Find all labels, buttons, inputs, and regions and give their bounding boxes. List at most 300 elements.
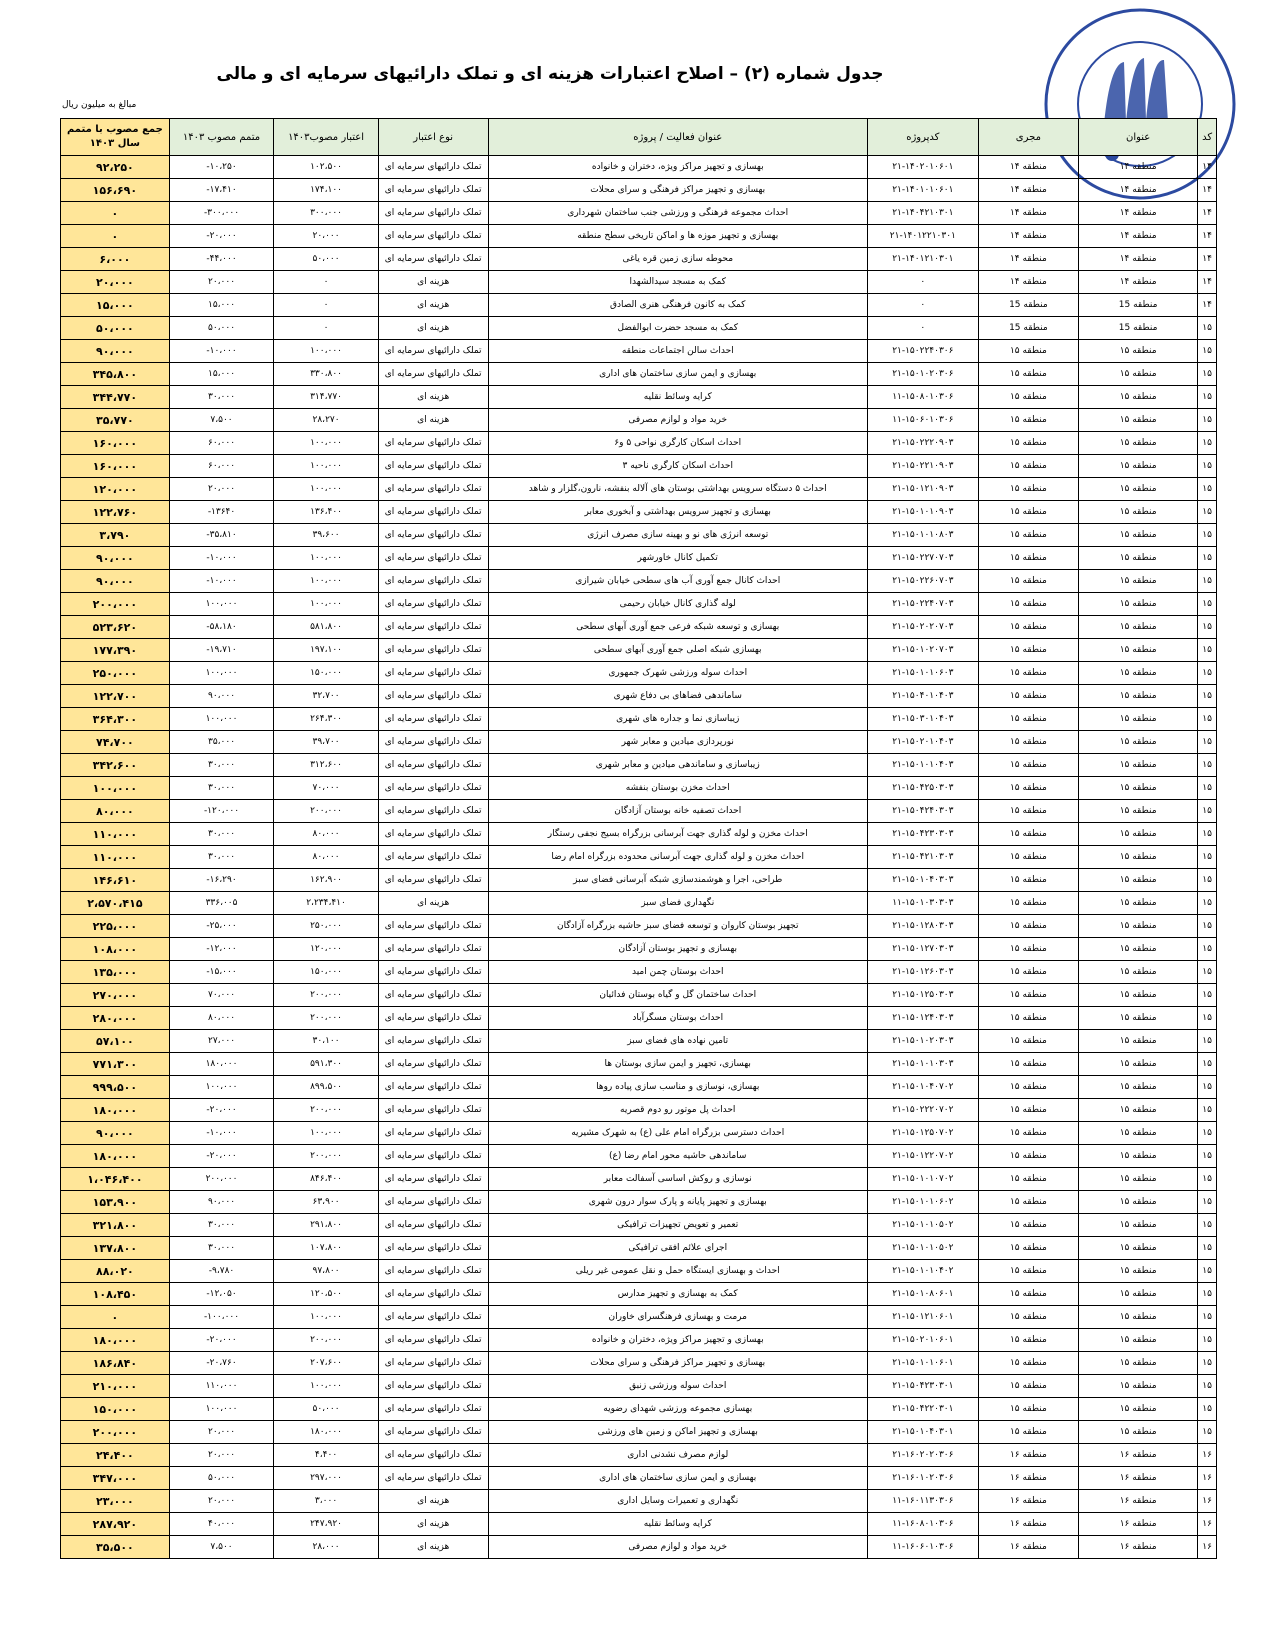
cell-project-code: ۲۱-۱۵۰۱۲۱۰۹۰۳ (867, 478, 978, 501)
cell-approved: ۱۰۰،۰۰۰ (274, 1375, 379, 1398)
cell-credit-type: تملک دارائیهای سرمایه ای (378, 432, 488, 455)
cell-amendment: ۷۰،۰۰۰ (169, 984, 274, 1007)
cell-executor: منطقه ۱۵ (978, 432, 1078, 455)
cell-activity-title: احداث اسکان کارگری نواحی ۵ و۶ (488, 432, 867, 455)
cell-activity-title: احداث مخزن و لوله گذاری جهت آبرسانی بزرگراه بسیج نجفی رستگار (488, 823, 867, 846)
cell-executor: منطقه ۱۵ (978, 1283, 1078, 1306)
cell-code: ۱۵ (1198, 593, 1217, 616)
cell-project-code: ۲۱-۱۵۰۱۰۱۰۷۰۲ (867, 1168, 978, 1191)
cell-credit-type: تملک دارائیهای سرمایه ای (378, 593, 488, 616)
table-row (61, 938, 1217, 961)
cell-approved: ۱۵۰،۰۰۰ (274, 662, 379, 685)
cell-project-code: ۲۱-۱۵۰۱۰۱۰۵۰۲ (867, 1214, 978, 1237)
cell-credit-type: تملک دارائیهای سرمایه ای (378, 524, 488, 547)
cell-total: ۰ (61, 202, 170, 225)
cell-unit: منطقه ۱۵ (1079, 869, 1198, 892)
cell-code: ۱۴ (1198, 225, 1217, 248)
table-row (61, 547, 1217, 570)
cell-project-code: ۲۱-۱۵۰۱۲۱۰۶۰۱ (867, 1306, 978, 1329)
cell-executor: منطقه ۱۵ (978, 1145, 1078, 1168)
cell-executor: منطقه ۱۵ (978, 1375, 1078, 1398)
cell-total: ۲۲۵،۰۰۰ (61, 915, 170, 938)
cell-amendment: -۳۰۰،۰۰۰ (169, 202, 274, 225)
cell-project-code: ۲۱-۱۵۰۱۲۶۰۳۰۳ (867, 961, 978, 984)
table-row (61, 1076, 1217, 1099)
cell-activity-title: بهسازی، نوسازی و مناسب سازی پیاده روها (488, 1076, 867, 1099)
cell-executor: منطقه ۱۵ (978, 363, 1078, 386)
cell-total: ۵۲۳،۶۲۰ (61, 616, 170, 639)
cell-unit: منطقه ۱۶ (1079, 1444, 1198, 1467)
cell-approved: ۱۶۲،۹۰۰ (274, 869, 379, 892)
cell-approved: ۸۹۹،۵۰۰ (274, 1076, 379, 1099)
cell-executor: منطقه ۱۶ (978, 1467, 1078, 1490)
cell-credit-type: هزینه ای (378, 317, 488, 340)
cell-unit: منطقه ۱۵ (1079, 524, 1198, 547)
cell-amendment: ۶۰،۰۰۰ (169, 455, 274, 478)
cell-unit: منطقه ۱۵ (1079, 1260, 1198, 1283)
table-row (61, 363, 1217, 386)
table-row (61, 662, 1217, 685)
cell-project-code: ۲۱-۱۶۰۲۰۲۰۳۰۶ (867, 1444, 978, 1467)
table-row (61, 432, 1217, 455)
cell-activity-title: بهسازی و تجهیز پایانه و پارک سوار درون شهری (488, 1191, 867, 1214)
cell-executor: منطقه ۱۵ (978, 892, 1078, 915)
cell-unit: منطقه ۱۵ (1079, 1191, 1198, 1214)
cell-amendment: ۳۰،۰۰۰ (169, 777, 274, 800)
cell-approved: ۹۷،۸۰۰ (274, 1260, 379, 1283)
cell-unit: منطقه ۱۵ (1079, 455, 1198, 478)
cell-unit: منطقه ۱۵ (1079, 363, 1198, 386)
table-row (61, 1030, 1217, 1053)
cell-approved: ۱۰۰،۰۰۰ (274, 570, 379, 593)
cell-activity-title: بهسازی و توسعه شبکه فرعی جمع آوری آبهای سطحی (488, 616, 867, 639)
cell-unit: منطقه ۱۵ (1079, 593, 1198, 616)
cell-total: ۱۷۷،۳۹۰ (61, 639, 170, 662)
cell-total: ۲۰،۰۰۰ (61, 271, 170, 294)
cell-code: ۱۵ (1198, 961, 1217, 984)
cell-executor: منطقه ۱۵ (978, 1237, 1078, 1260)
cell-credit-type: تملک دارائیهای سرمایه ای (378, 1467, 488, 1490)
cell-executor: منطقه ۱۴ (978, 156, 1078, 179)
cell-executor: منطقه ۱۴ (978, 202, 1078, 225)
table-row (61, 685, 1217, 708)
cell-approved: ۱۰۰،۰۰۰ (274, 1306, 379, 1329)
cell-total: ۱۳۵،۰۰۰ (61, 961, 170, 984)
cell-code: ۱۵ (1198, 363, 1217, 386)
cell-credit-type: تملک دارائیهای سرمایه ای (378, 1306, 488, 1329)
cell-executor: منطقه ۱۵ (978, 340, 1078, 363)
cell-unit: منطقه ۱۴ (1079, 225, 1198, 248)
cell-unit: منطقه ۱۵ (1079, 547, 1198, 570)
cell-activity-title: احداث مخزن بوستان بنفشه (488, 777, 867, 800)
cell-code: ۱۵ (1198, 639, 1217, 662)
cell-amendment: ۹۰،۰۰۰ (169, 1191, 274, 1214)
cell-amendment: ۲۰،۰۰۰ (169, 1490, 274, 1513)
cell-amendment: -۱۰۰،۰۰۰ (169, 1306, 274, 1329)
cell-project-code: ۲۱-۱۵۰۴۰۱۰۴۰۳ (867, 685, 978, 708)
cell-amendment: ۱۵،۰۰۰ (169, 363, 274, 386)
cell-credit-type: تملک دارائیهای سرمایه ای (378, 363, 488, 386)
cell-activity-title: کمک به کانون فرهنگی هنری الصادق (488, 294, 867, 317)
cell-total: ۲۰۰،۰۰۰ (61, 1421, 170, 1444)
cell-code: ۱۶ (1198, 1467, 1217, 1490)
cell-approved: ۵۸۱،۸۰۰ (274, 616, 379, 639)
cell-executor: منطقه 15 (978, 317, 1078, 340)
cell-total: ۳۵،۷۷۰ (61, 409, 170, 432)
table-row (61, 1168, 1217, 1191)
cell-credit-type: تملک دارائیهای سرمایه ای (378, 961, 488, 984)
cell-total: ۳،۷۹۰ (61, 524, 170, 547)
cell-unit: منطقه ۱۵ (1079, 409, 1198, 432)
table-row (61, 1329, 1217, 1352)
cell-project-code: ۲۱-۱۵۰۲۲۲۰۷۰۲ (867, 1099, 978, 1122)
cell-executor: منطقه ۱۵ (978, 1329, 1078, 1352)
cell-total: ۱۵۰،۰۰۰ (61, 1398, 170, 1421)
cell-code: ۱۴ (1198, 202, 1217, 225)
table-row (61, 1467, 1217, 1490)
cell-code: ۱۵ (1198, 1260, 1217, 1283)
cell-total: ۳۵،۵۰۰ (61, 1536, 170, 1559)
cell-project-code: ۲۱-۱۵۰۱۰۱۰۹۰۳ (867, 501, 978, 524)
cell-approved: ۸۴۶،۴۰۰ (274, 1168, 379, 1191)
table-row (61, 409, 1217, 432)
table-row (61, 478, 1217, 501)
cell-activity-title: نورپردازی میادین و معابر شهر (488, 731, 867, 754)
cell-credit-type: تملک دارائیهای سرمایه ای (378, 1352, 488, 1375)
cell-unit: منطقه ۱۵ (1079, 432, 1198, 455)
cell-activity-title: خرید مواد و لوازم مصرفی (488, 409, 867, 432)
cell-activity-title: احداث سوله ورزشی زنبق (488, 1375, 867, 1398)
cell-amendment: ۳۰،۰۰۰ (169, 846, 274, 869)
cell-unit: منطقه ۱۵ (1079, 639, 1198, 662)
cell-executor: منطقه ۱۵ (978, 1053, 1078, 1076)
table-row (61, 570, 1217, 593)
cell-code: ۱۵ (1198, 616, 1217, 639)
cell-project-code: ۲۱-۱۵۰۲۲۶۰۷۰۳ (867, 570, 978, 593)
cell-code: ۱۵ (1198, 478, 1217, 501)
cell-approved: ۱۹۷،۱۰۰ (274, 639, 379, 662)
cell-amendment: -۲۰،۰۰۰ (169, 225, 274, 248)
cell-code: ۱۵ (1198, 386, 1217, 409)
cell-amendment: -۱۷،۴۱۰ (169, 179, 274, 202)
cell-approved: ۱۲۰،۰۰۰ (274, 938, 379, 961)
cell-approved: ۱۰۰،۰۰۰ (274, 432, 379, 455)
table-row (61, 524, 1217, 547)
cell-unit: منطقه ۱۵ (1079, 754, 1198, 777)
cell-unit: منطقه ۱۵ (1079, 823, 1198, 846)
cell-unit: منطقه ۱۵ (1079, 1421, 1198, 1444)
table-row (61, 271, 1217, 294)
cell-activity-title: احداث مخزن و لوله گذاری جهت آبرسانی محدوده بزرگراه امام رضا (488, 846, 867, 869)
cell-total: ۲۷۰،۰۰۰ (61, 984, 170, 1007)
cell-total: ۹۰،۰۰۰ (61, 570, 170, 593)
cell-credit-type: تملک دارائیهای سرمایه ای (378, 547, 488, 570)
cell-credit-type: تملک دارائیهای سرمایه ای (378, 1329, 488, 1352)
cell-code: ۱۶ (1198, 1513, 1217, 1536)
table-row (61, 1444, 1217, 1467)
cell-activity-title: تکمیل کانال خاورشهر (488, 547, 867, 570)
cell-unit: منطقه ۱۴ (1079, 248, 1198, 271)
header-approved-1403: اعتبار مصوب۱۴۰۳ (274, 119, 379, 156)
cell-project-code: ۲۱-۱۵۰۲۲۴۰۷۰۳ (867, 593, 978, 616)
cell-unit: منطقه ۱۴ (1079, 271, 1198, 294)
cell-credit-type: تملک دارائیهای سرمایه ای (378, 915, 488, 938)
table-row (61, 639, 1217, 662)
cell-credit-type: تملک دارائیهای سرمایه ای (378, 179, 488, 202)
cell-total: ۱۲۲،۷۰۰ (61, 685, 170, 708)
cell-project-code: ۲۱-۱۵۰۱۲۴۰۳۰۳ (867, 1007, 978, 1030)
cell-project-code: ۲۱-۱۵۰۱۰۲۰۳۰۳ (867, 1030, 978, 1053)
cell-approved: ۰ (274, 294, 379, 317)
table-header-row (61, 119, 1217, 156)
cell-activity-title: اجرای علائم افقی ترافیکی (488, 1237, 867, 1260)
cell-project-code: ۲۱-۱۶۰۱۰۲۰۳۰۶ (867, 1467, 978, 1490)
cell-approved: ۱۳۶،۴۰۰ (274, 501, 379, 524)
cell-amendment: ۲۰،۰۰۰ (169, 1421, 274, 1444)
cell-amendment: ۱۵،۰۰۰ (169, 294, 274, 317)
cell-total: ۱۸۰،۰۰۰ (61, 1329, 170, 1352)
cell-executor: منطقه ۱۵ (978, 1030, 1078, 1053)
cell-activity-title: خرید مواد و لوازم مصرفی (488, 1536, 867, 1559)
cell-project-code: ۲۱-۱۵۰۴۲۳۰۳۰۱ (867, 1375, 978, 1398)
table-row (61, 731, 1217, 754)
cell-approved: ۲۰۰،۰۰۰ (274, 1329, 379, 1352)
cell-project-code: ۲۱-۱۵۰۴۲۳۰۳۰۳ (867, 823, 978, 846)
cell-unit: منطقه ۱۴ (1079, 179, 1198, 202)
cell-code: ۱۵ (1198, 501, 1217, 524)
cell-amendment: ۱۰۰،۰۰۰ (169, 1076, 274, 1099)
cell-code: ۱۵ (1198, 409, 1217, 432)
cell-amendment: ۳۰،۰۰۰ (169, 1237, 274, 1260)
cell-approved: ۱۰۰،۰۰۰ (274, 593, 379, 616)
cell-project-code: ۱۱-۱۶۰۸۰۱۰۳۰۶ (867, 1513, 978, 1536)
cell-unit: منطقه ۱۶ (1079, 1513, 1198, 1536)
table-row (61, 1421, 1217, 1444)
cell-total: ۹۰،۰۰۰ (61, 340, 170, 363)
cell-amendment: ۷،۵۰۰ (169, 409, 274, 432)
cell-project-code: ۰ (867, 317, 978, 340)
cell-approved: ۲۸،۲۷۰ (274, 409, 379, 432)
cell-project-code: ۲۱-۱۵۰۱۰۱۰۴۰۲ (867, 1260, 978, 1283)
cell-executor: منطقه ۱۵ (978, 777, 1078, 800)
cell-project-code: ۲۱-۱۵۰۴۲۴۰۳۰۳ (867, 800, 978, 823)
cell-executor: منطقه ۱۵ (978, 1122, 1078, 1145)
cell-amendment: ۲۰،۰۰۰ (169, 1444, 274, 1467)
cell-code: ۱۴ (1198, 271, 1217, 294)
cell-code: ۱۵ (1198, 1421, 1217, 1444)
cell-activity-title: توسعه انرژی های نو و بهینه سازی مصرف انرژی (488, 524, 867, 547)
cell-activity-title: بهسازی و ایمن سازی ساختمان های اداری (488, 1467, 867, 1490)
cell-project-code: ۲۱-۱۵۰۲۰۱۰۴۰۳ (867, 731, 978, 754)
cell-credit-type: تملک دارائیهای سرمایه ای (378, 823, 488, 846)
cell-credit-type: تملک دارائیهای سرمایه ای (378, 1007, 488, 1030)
cell-approved: ۸۰،۰۰۰ (274, 846, 379, 869)
cell-amendment: -۵۸،۱۸۰ (169, 616, 274, 639)
cell-code: ۱۵ (1198, 984, 1217, 1007)
cell-unit: منطقه ۱۵ (1079, 892, 1198, 915)
cell-credit-type: تملک دارائیهای سرمایه ای (378, 846, 488, 869)
cell-executor: منطقه ۱۴ (978, 225, 1078, 248)
cell-code: ۱۵ (1198, 1214, 1217, 1237)
cell-executor: منطقه ۱۵ (978, 386, 1078, 409)
cell-code: ۱۵ (1198, 1283, 1217, 1306)
cell-code: ۱۵ (1198, 1099, 1217, 1122)
cell-credit-type: تملک دارائیهای سرمایه ای (378, 248, 488, 271)
table-row (61, 1237, 1217, 1260)
cell-code: ۱۵ (1198, 777, 1217, 800)
cell-approved: ۲۰۰،۰۰۰ (274, 1099, 379, 1122)
cell-total: ۲۴،۴۰۰ (61, 1444, 170, 1467)
cell-code: ۱۵ (1198, 915, 1217, 938)
cell-total: ۳۲۱،۸۰۰ (61, 1214, 170, 1237)
cell-unit: منطقه ۱۵ (1079, 1375, 1198, 1398)
cell-executor: منطقه ۱۵ (978, 800, 1078, 823)
cell-unit: منطقه ۱۵ (1079, 1398, 1198, 1421)
cell-credit-type: تملک دارائیهای سرمایه ای (378, 685, 488, 708)
cell-amendment: -۱۰،۰۰۰ (169, 547, 274, 570)
cell-unit: منطقه ۱۵ (1079, 731, 1198, 754)
table-row (61, 1398, 1217, 1421)
table-row (61, 1513, 1217, 1536)
cell-project-code: ۲۱-۱۵۰۳۰۱۰۴۰۳ (867, 708, 978, 731)
cell-executor: منطقه ۱۵ (978, 731, 1078, 754)
cell-executor: منطقه ۱۶ (978, 1490, 1078, 1513)
cell-code: ۱۵ (1198, 1398, 1217, 1421)
cell-code: ۱۴ (1198, 294, 1217, 317)
table-row (61, 961, 1217, 984)
cell-credit-type: تملک دارائیهای سرمایه ای (378, 869, 488, 892)
cell-credit-type: تملک دارائیهای سرمایه ای (378, 501, 488, 524)
cell-approved: ۳۱۴،۷۷۰ (274, 386, 379, 409)
cell-credit-type: تملک دارائیهای سرمایه ای (378, 800, 488, 823)
cell-project-code: ۲۱-۱۴۰۱۰۱۰۶۰۱ (867, 179, 978, 202)
cell-code: ۱۵ (1198, 1375, 1217, 1398)
header-activity-title: عنوان فعالیت / پروژه (488, 119, 867, 156)
cell-activity-title: تجهیز بوستان کاروان و توسعه فضای سبز حاشیه بزرگراه آزادگان (488, 915, 867, 938)
cell-approved: ۷۰،۰۰۰ (274, 777, 379, 800)
cell-credit-type: هزینه ای (378, 271, 488, 294)
cell-credit-type: تملک دارائیهای سرمایه ای (378, 1030, 488, 1053)
cell-unit: منطقه ۱۵ (1079, 616, 1198, 639)
cell-executor: منطقه ۱۵ (978, 1421, 1078, 1444)
cell-executor: منطقه ۱۶ (978, 1444, 1078, 1467)
cell-unit: منطقه ۱۵ (1079, 1030, 1198, 1053)
cell-executor: منطقه ۱۵ (978, 501, 1078, 524)
cell-executor: منطقه ۱۵ (978, 524, 1078, 547)
cell-total: ۲۱۰،۰۰۰ (61, 1375, 170, 1398)
header-code: کد (1198, 119, 1217, 156)
cell-executor: منطقه ۱۵ (978, 478, 1078, 501)
cell-project-code: ۲۱-۱۵۰۲۲۱۰۹۰۳ (867, 455, 978, 478)
cell-total: ۹۹۹،۵۰۰ (61, 1076, 170, 1099)
cell-project-code: ۲۱-۱۵۰۱۲۲۰۷۰۲ (867, 1145, 978, 1168)
cell-approved: ۲۰۰،۰۰۰ (274, 800, 379, 823)
cell-project-code: ۲۱-۱۵۰۱۰۴۰۷۰۲ (867, 1076, 978, 1099)
cell-executor: منطقه ۱۵ (978, 1191, 1078, 1214)
cell-executor: منطقه ۱۵ (978, 1306, 1078, 1329)
cell-amendment: ۵۰،۰۰۰ (169, 317, 274, 340)
cell-project-code: ۲۱-۱۵۰۱۰۲۰۷۰۳ (867, 639, 978, 662)
cell-total: ۱۲۲،۷۶۰ (61, 501, 170, 524)
cell-approved: ۳۹،۶۰۰ (274, 524, 379, 547)
cell-project-code: ۲۱-۱۵۰۲۰۲۰۷۰۳ (867, 616, 978, 639)
table-row (61, 892, 1217, 915)
cell-activity-title: بهسازی مجموعه ورزشی شهدای رضویه (488, 1398, 867, 1421)
cell-credit-type: تملک دارائیهای سرمایه ای (378, 1168, 488, 1191)
cell-approved: ۱۰۰،۰۰۰ (274, 455, 379, 478)
cell-activity-title: نگهداری و تعمیرات وسایل اداری (488, 1490, 867, 1513)
cell-amendment: -۱۲،۰۵۰ (169, 1283, 274, 1306)
cell-activity-title: محوطه سازی زمین قره یاغی (488, 248, 867, 271)
cell-amendment: -۱۵،۰۰۰ (169, 961, 274, 984)
cell-approved: ۶۳،۹۰۰ (274, 1191, 379, 1214)
cell-executor: منطقه ۱۵ (978, 1168, 1078, 1191)
table-row (61, 846, 1217, 869)
table-row (61, 1352, 1217, 1375)
table-row (61, 616, 1217, 639)
cell-unit: منطقه ۱۵ (1079, 1329, 1198, 1352)
header-amendment-1403: متمم مصوب ۱۴۰۳ (169, 119, 274, 156)
cell-approved: ۰ (274, 271, 379, 294)
cell-amendment: -۱۹،۷۱۰ (169, 639, 274, 662)
table-row (61, 1214, 1217, 1237)
cell-credit-type: هزینه ای (378, 1513, 488, 1536)
cell-total: ۳۶۴،۳۰۰ (61, 708, 170, 731)
cell-amendment: ۱۱۰،۰۰۰ (169, 1375, 274, 1398)
cell-activity-title: بهسازی و تجهیز مراکز فرهنگی و سرای محلات (488, 179, 867, 202)
cell-project-code: ۲۱-۱۴۰۲۰۱۰۶۰۱ (867, 156, 978, 179)
cell-code: ۱۵ (1198, 570, 1217, 593)
cell-code: ۱۴ (1198, 248, 1217, 271)
cell-amendment: -۲۰،۰۰۰ (169, 1329, 274, 1352)
cell-executor: منطقه ۱۵ (978, 639, 1078, 662)
cell-total: ۶،۰۰۰ (61, 248, 170, 271)
cell-total: ۰ (61, 1306, 170, 1329)
cell-activity-title: بهسازی و تجهیز اماکن و زمین های ورزشی (488, 1421, 867, 1444)
cell-unit: منطقه ۱۶ (1079, 1490, 1198, 1513)
cell-total: ۹۰،۰۰۰ (61, 1122, 170, 1145)
cell-project-code: ۲۱-۱۵۰۲۲۲۰۹۰۳ (867, 432, 978, 455)
cell-unit: منطقه ۱۵ (1079, 1099, 1198, 1122)
cell-total: ۷۷۱،۳۰۰ (61, 1053, 170, 1076)
cell-code: ۱۵ (1198, 317, 1217, 340)
cell-activity-title: احداث دسترسی بزرگراه امام علی (ع) به شهرک مشیریه (488, 1122, 867, 1145)
cell-total: ۰ (61, 225, 170, 248)
cell-credit-type: تملک دارائیهای سرمایه ای (378, 938, 488, 961)
cell-executor: منطقه ۱۵ (978, 547, 1078, 570)
cell-executor: منطقه ۱۵ (978, 685, 1078, 708)
cell-amendment: -۱۶،۲۹۰ (169, 869, 274, 892)
cell-total: ۱۱۰،۰۰۰ (61, 846, 170, 869)
table-row (61, 294, 1217, 317)
cell-amendment: -۴۴،۰۰۰ (169, 248, 274, 271)
cell-activity-title: ساماندهی حاشیه محور امام رضا (ع) (488, 1145, 867, 1168)
cell-code: ۱۵ (1198, 1122, 1217, 1145)
cell-project-code: ۲۱-۱۵۰۱۰۱۰۴۰۳ (867, 754, 978, 777)
cell-activity-title: بهسازی و ایمن سازی ساختمان های اداری (488, 363, 867, 386)
cell-credit-type: تملک دارائیهای سرمایه ای (378, 1237, 488, 1260)
cell-executor: منطقه ۱۵ (978, 1099, 1078, 1122)
table-row (61, 869, 1217, 892)
cell-amendment: ۲۰،۰۰۰ (169, 478, 274, 501)
cell-executor: منطقه ۱۴ (978, 248, 1078, 271)
cell-total: ۱۴۶،۶۱۰ (61, 869, 170, 892)
cell-credit-type: تملک دارائیهای سرمایه ای (378, 984, 488, 1007)
table-row (61, 984, 1217, 1007)
cell-amendment: -۱۲۰،۰۰۰ (169, 800, 274, 823)
cell-executor: منطقه ۱۵ (978, 662, 1078, 685)
table-row (61, 708, 1217, 731)
